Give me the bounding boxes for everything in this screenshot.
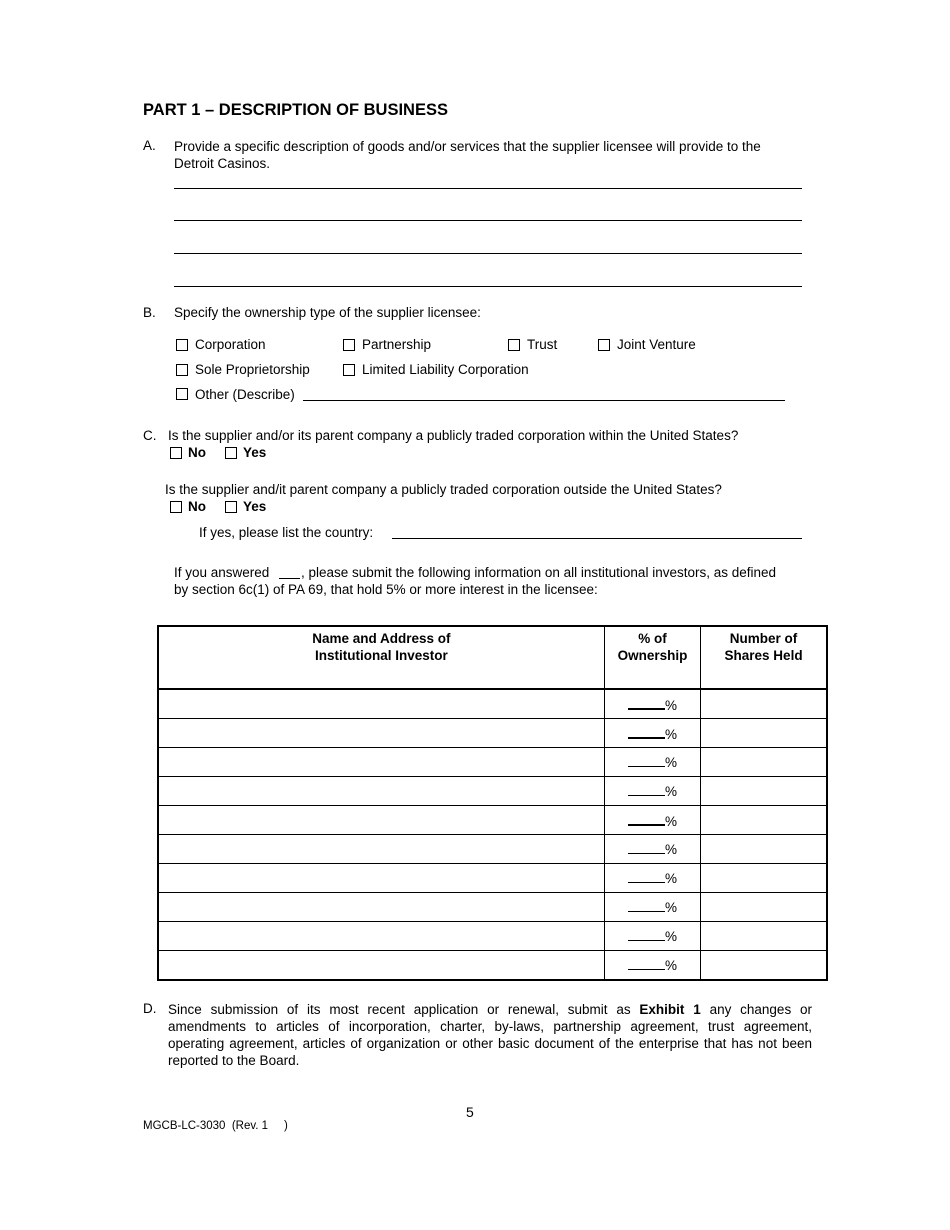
shares-cell[interactable] [701, 748, 827, 777]
investor-name-cell[interactable] [158, 806, 604, 835]
ownership-cell[interactable] [604, 864, 700, 893]
corporation-checkbox[interactable] [176, 339, 188, 351]
other-label: Other (Describe) [195, 387, 295, 402]
investor-name-cell[interactable] [158, 864, 604, 893]
percent-sign: % [664, 755, 677, 770]
description-line-4[interactable] [174, 286, 802, 287]
investor-name-cell[interactable] [158, 922, 604, 951]
shares-cell[interactable] [701, 777, 827, 806]
ownership-cell[interactable] [604, 893, 700, 922]
col-name-header-line1: Name and Address of [312, 631, 451, 646]
trust-checkbox[interactable] [508, 339, 520, 351]
col-name-header-line2: Institutional Investor [315, 648, 448, 663]
institutional-investor-table [157, 625, 828, 981]
col-shares-header [701, 626, 827, 689]
form-id: MGCB-LC-3030 (Rev. 1 ) [143, 1120, 288, 1132]
percent-sign: % [664, 958, 677, 973]
col-shares-header-line1: Number of [729, 631, 798, 646]
table-row [158, 922, 827, 951]
table-row [158, 835, 827, 864]
page-title: PART 1 – DESCRIPTION OF BUSINESS [143, 101, 448, 119]
ownership-cell[interactable] [604, 951, 700, 981]
percent-sign: % [664, 842, 677, 857]
answered-prefix: If you answered [174, 565, 270, 580]
answered-suffix: , please submit the following information on all institutional investors, as defined [301, 565, 777, 580]
trust-label: Trust [527, 337, 558, 352]
answered-line2: by section 6c(1) of PA 69, that hold 5% or more interest in the licensee: [174, 582, 598, 597]
section-b-text: Specify the ownership type of the supplier licensee: [174, 305, 481, 320]
col-ownership-header-line1: % of [638, 631, 667, 646]
section-a-line1: Provide a specific description of goods and/or services that the supplier licensee will provide to the [174, 139, 761, 154]
investor-name-cell[interactable] [158, 835, 604, 864]
table-row [158, 719, 827, 748]
description-line-1[interactable] [174, 188, 802, 189]
joint-venture-checkbox[interactable] [598, 339, 610, 351]
country-input-line[interactable] [392, 538, 802, 539]
section-b-letter: B. [143, 305, 156, 320]
table-row [158, 864, 827, 893]
sole-proprietorship-checkbox[interactable] [176, 364, 188, 376]
q2-yes-checkbox[interactable] [225, 501, 237, 513]
section-d-text-before: Since submission of its most recent application or renewal, submit as [168, 1002, 640, 1017]
shares-cell[interactable] [701, 893, 827, 922]
ownership-cell[interactable] [604, 719, 700, 748]
table-row [158, 689, 827, 719]
answered-blank[interactable] [279, 578, 300, 579]
ownership-cell[interactable] [604, 922, 700, 951]
ownership-blank[interactable] [628, 812, 665, 826]
partnership-label: Partnership [362, 337, 432, 352]
section-a-line2: Detroit Casinos. [174, 156, 271, 171]
shares-cell[interactable] [701, 689, 827, 719]
ownership-blank[interactable] [628, 841, 665, 854]
page-number: 5 [466, 1104, 474, 1120]
q2-yes-label: Yes [243, 499, 267, 514]
investor-name-cell[interactable] [158, 719, 604, 748]
ownership-blank[interactable] [628, 783, 665, 796]
shares-cell[interactable] [701, 951, 827, 981]
q1-no-checkbox[interactable] [170, 447, 182, 459]
col-ownership-header [604, 626, 700, 689]
shares-cell[interactable] [701, 806, 827, 835]
section-d-paragraph [168, 1001, 812, 1069]
section-c-letter: C. [143, 428, 157, 443]
ownership-cell[interactable] [604, 806, 700, 835]
corporation-label: Corporation [195, 337, 266, 352]
llc-checkbox[interactable] [343, 364, 355, 376]
ownership-blank[interactable] [628, 870, 665, 883]
ownership-cell[interactable] [604, 689, 700, 719]
section-a-letter: A. [143, 138, 156, 153]
percent-sign: % [664, 726, 677, 742]
section-c-question1: Is the supplier and/or its parent company a publicly traded corporation within the United States? [168, 428, 739, 443]
investor-name-cell[interactable] [158, 777, 604, 806]
llc-label: Limited Liability Corporation [362, 362, 529, 377]
q1-no-label: No [188, 445, 206, 460]
percent-sign: % [664, 697, 677, 713]
table-row [158, 806, 827, 835]
other-describe-line[interactable] [303, 400, 785, 401]
table-row [158, 777, 827, 806]
ownership-cell[interactable] [604, 748, 700, 777]
partnership-checkbox[interactable] [343, 339, 355, 351]
investor-name-cell[interactable] [158, 689, 604, 719]
section-c-question2: Is the supplier and/it parent company a publicly traded corporation outside the United States? [165, 482, 722, 497]
percent-sign: % [664, 929, 677, 944]
table-row [158, 893, 827, 922]
ownership-blank[interactable] [628, 899, 665, 912]
shares-cell[interactable] [701, 864, 827, 893]
table-row [158, 951, 827, 981]
table-header-row [158, 626, 827, 689]
ownership-blank[interactable] [628, 725, 665, 739]
sole-proprietorship-label: Sole Proprietorship [195, 362, 310, 377]
ownership-blank[interactable] [628, 957, 665, 970]
col-ownership-header-line2: Ownership [617, 648, 688, 663]
col-name-header [158, 626, 604, 689]
ownership-blank[interactable] [628, 754, 665, 767]
ownership-blank[interactable] [628, 928, 665, 941]
q1-yes-label: Yes [243, 445, 267, 460]
ownership-blank[interactable] [628, 696, 665, 710]
percent-sign: % [664, 900, 677, 915]
section-d-letter: D. [143, 1001, 157, 1016]
section-d-text-after: any changes or amendments to articles of incorporation, charter, by-laws, partnership agreement, trust agreement, operating agreement, articles of organization or other basic document of the enterprise that has not been reported to the Board. [168, 1002, 813, 1068]
investor-name-cell[interactable] [158, 748, 604, 777]
percent-sign: % [664, 784, 677, 799]
ownership-cell[interactable] [604, 835, 700, 864]
col-shares-header-line2: Shares Held [724, 648, 803, 663]
shares-cell[interactable] [701, 719, 827, 748]
q1-yes-checkbox[interactable] [225, 447, 237, 459]
q2-no-checkbox[interactable] [170, 501, 182, 513]
joint-venture-label: Joint Venture [617, 337, 696, 352]
q2-no-label: No [188, 499, 206, 514]
shares-cell[interactable] [701, 835, 827, 864]
investor-name-cell[interactable] [158, 951, 604, 981]
exhibit-label: Exhibit 1 [639, 1002, 701, 1017]
description-line-2[interactable] [174, 220, 802, 221]
ownership-cell[interactable] [604, 777, 700, 806]
country-label: If yes, please list the country: [199, 525, 374, 540]
shares-cell[interactable] [701, 922, 827, 951]
percent-sign: % [664, 813, 677, 829]
description-line-3[interactable] [174, 253, 802, 254]
table-row [158, 748, 827, 777]
other-checkbox[interactable] [176, 388, 188, 400]
investor-name-cell[interactable] [158, 893, 604, 922]
percent-sign: % [664, 871, 677, 886]
